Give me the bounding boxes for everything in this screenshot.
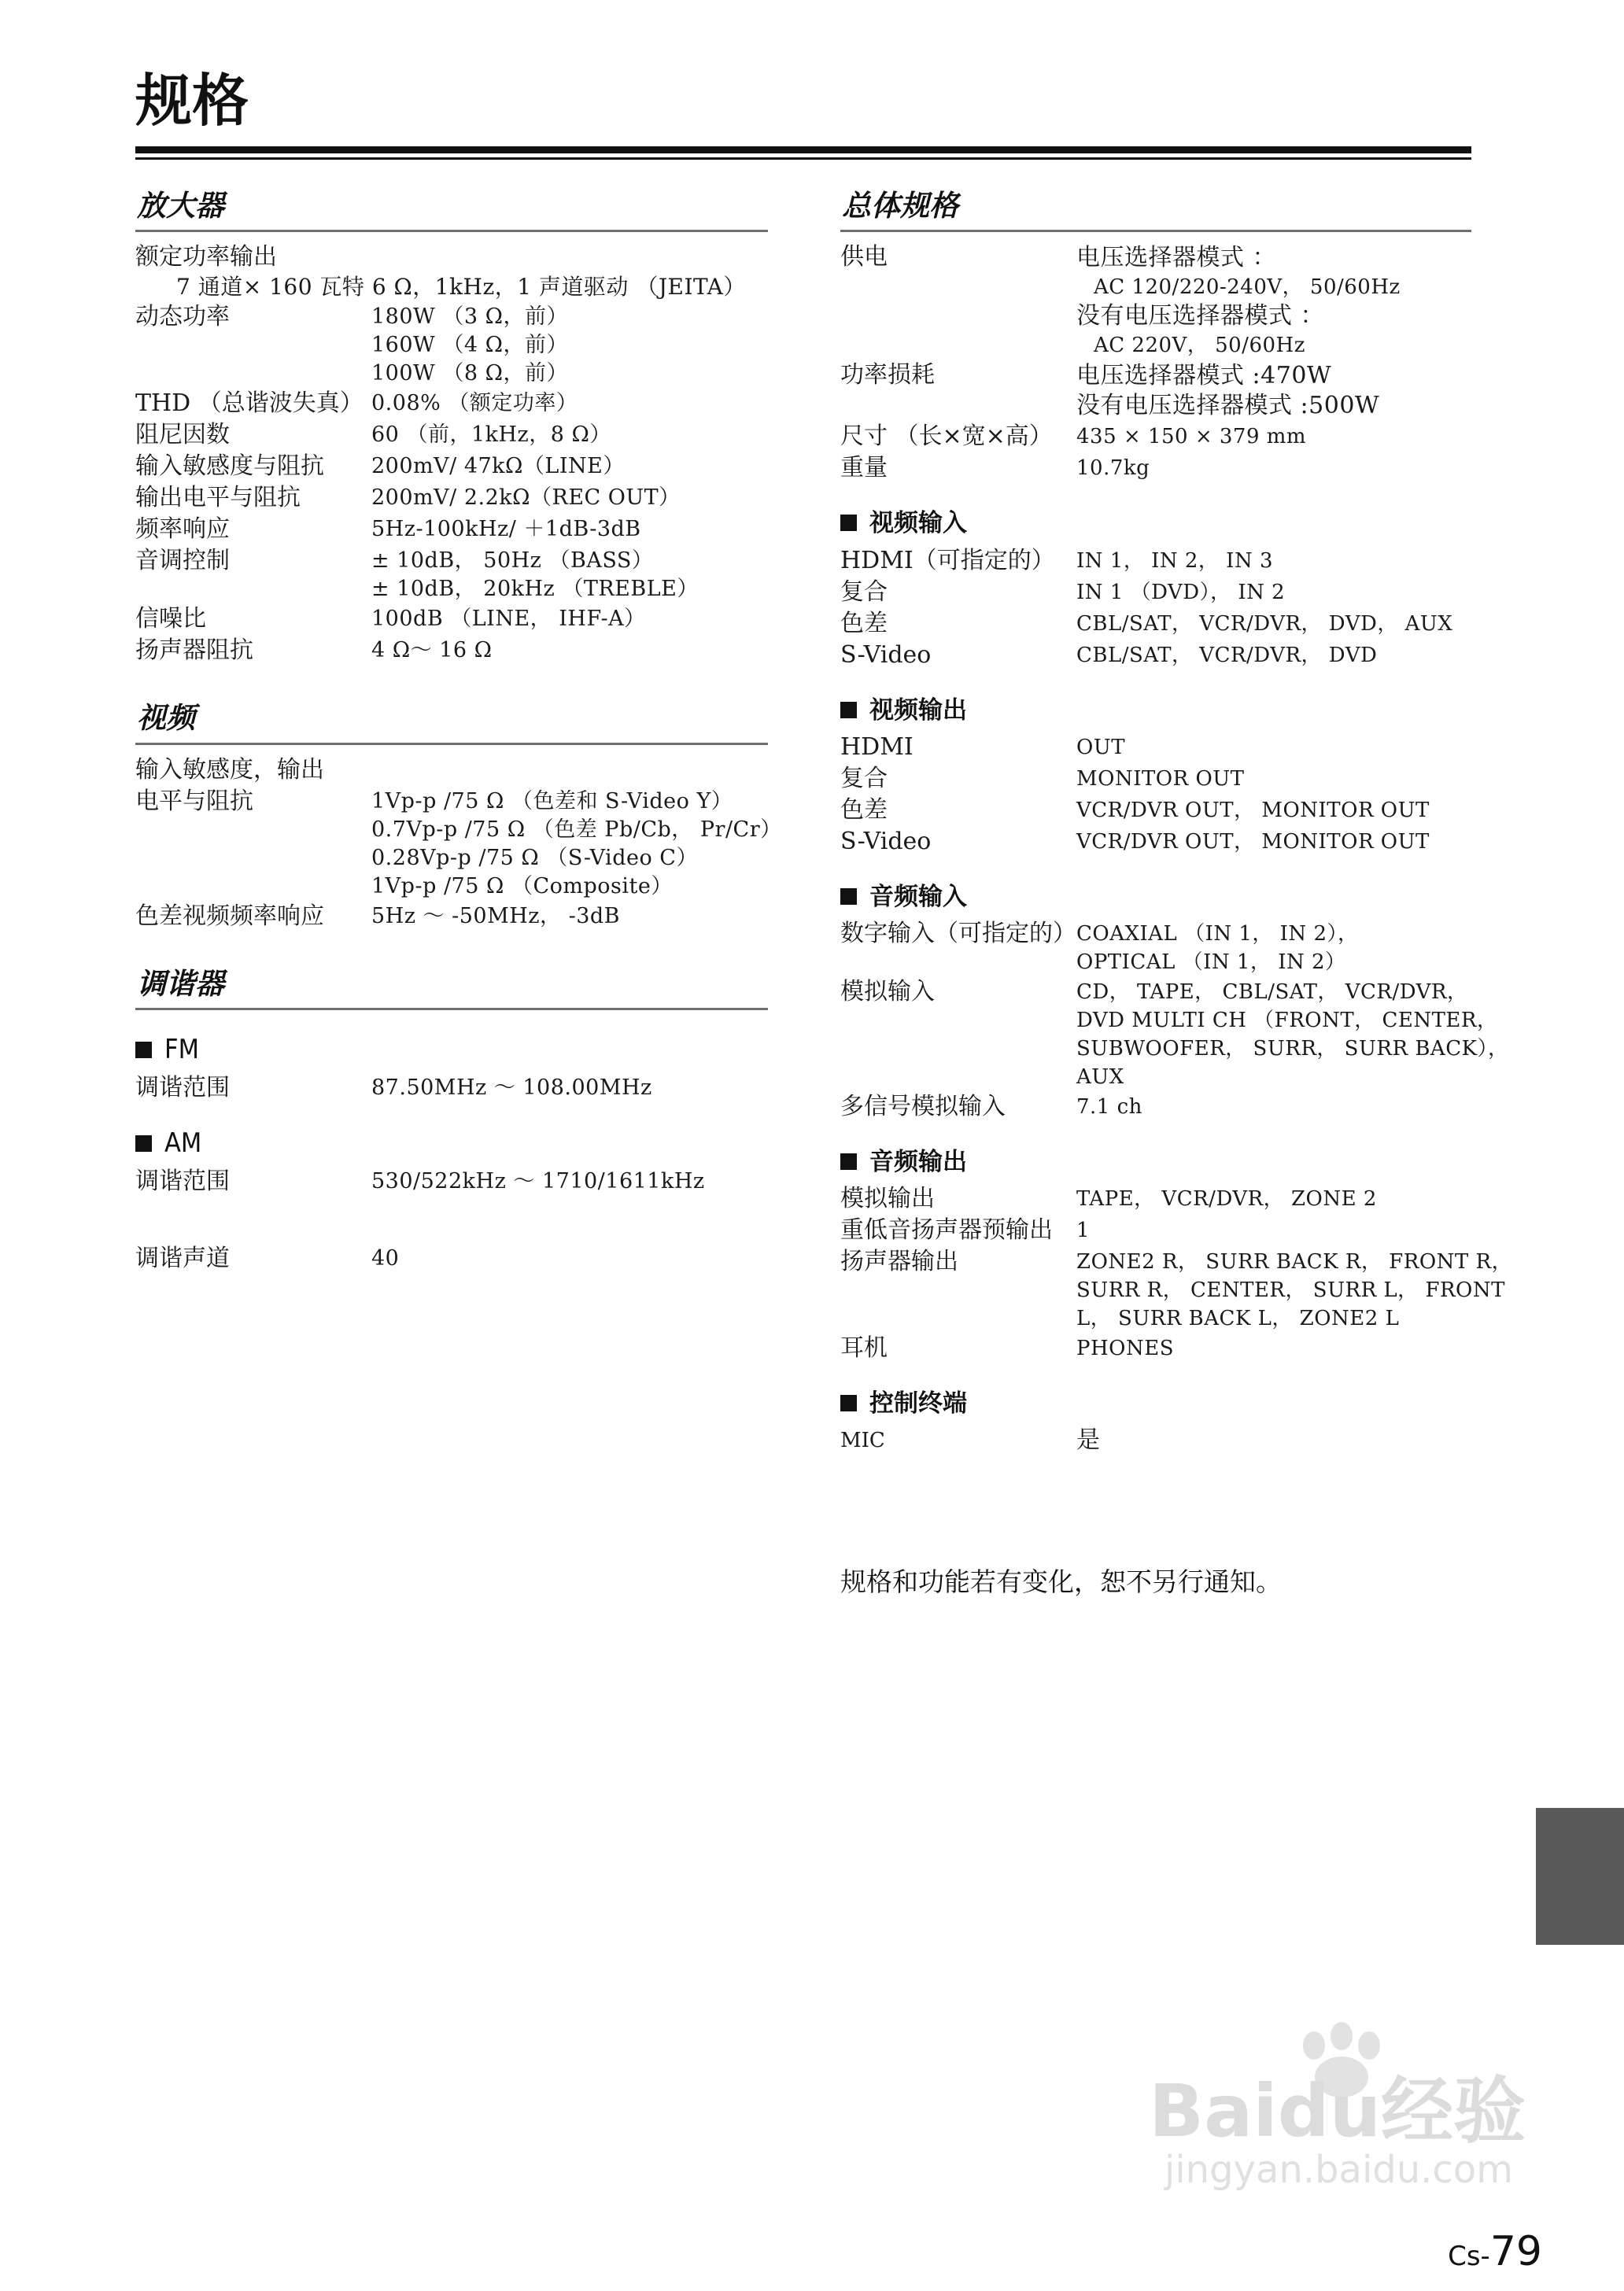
chapter-tab: [1536, 1808, 1624, 1945]
spec-value: 5Hz ～ -50MHz， -3dB: [371, 903, 621, 928]
title-rule-thin: [135, 157, 1471, 160]
spec-row: [135, 545, 768, 603]
spec-label: 尺寸 （长×宽×高）: [840, 422, 1053, 451]
spec-value: VCR/DVR OUT， MONITOR OUT: [1076, 798, 1430, 822]
spec-value: ZONE2 R， SURR BACK R， FRONT R， SURR R， CENTER， SURR L， FRONT L， SURR BACK L， ZONE2 L: [1076, 1250, 1513, 1331]
spec-label: 重量: [840, 454, 888, 482]
spec-label: HDMI（可指定的）: [840, 546, 1055, 574]
spec-value: 1: [1076, 1219, 1091, 1243]
tuner-section-title: 调谐器: [135, 967, 768, 1010]
spec-row: [135, 1166, 768, 1197]
page-title: 规格: [135, 68, 249, 134]
spec-label: 模拟输入: [840, 977, 935, 1005]
spec-label: 输出电平与阻抗: [135, 484, 301, 512]
bullet-square-icon: [840, 515, 857, 531]
spec-label: 模拟输出: [840, 1185, 935, 1213]
fm-heading: FM: [135, 1034, 768, 1066]
spec-label: 复合: [840, 764, 888, 792]
bullet-square-icon: [840, 1153, 857, 1170]
left-column: [135, 189, 782, 1275]
spec-row: [840, 918, 1471, 976]
spec-row: [840, 1215, 1471, 1246]
spec-row: [840, 242, 1471, 360]
rated-power-label: 额定功率输出: [135, 243, 277, 271]
spec-value: OUT: [1076, 735, 1126, 759]
spec-row: [135, 786, 782, 901]
spec-label: 调谐范围: [135, 1167, 230, 1195]
spec-label: 扬声器输出: [840, 1248, 958, 1276]
spec-value: 60 （前，1kHz，8 Ω）: [371, 422, 611, 448]
spec-row: [135, 1243, 768, 1275]
spec-value: CBL/SAT， VCR/DVR， DVD: [1076, 643, 1378, 667]
spec-value: 200mV/ 2.2kΩ（REC OUT）: [371, 485, 681, 511]
spec-row: [135, 419, 768, 451]
spec-label: 多信号模拟输入: [840, 1092, 1006, 1120]
spec-label: 色差: [840, 795, 888, 824]
spec-row: [135, 1072, 768, 1104]
spec-label: 色差视频频率响应: [135, 902, 324, 930]
spec-row: [840, 826, 1471, 858]
spec-label: 输入敏感度与阻抗: [135, 452, 324, 481]
spec-row: [840, 732, 1471, 763]
spec-label: 重低音扬声器预输出: [840, 1216, 1053, 1245]
spec-value: 200mV/ 47kΩ（LINE）: [371, 454, 625, 479]
spec-value: 电压选择器模式 ： AC 120/220-240V， 50/60Hz 没有电压选择器模式 ： AC 220V， 50/60Hz: [1076, 244, 1401, 358]
spec-value: 180W （3 Ω，前） 160W （4 Ω，前） 100W （8 Ω，前）: [371, 304, 569, 386]
spec-row: [840, 545, 1471, 577]
spec-row: [840, 577, 1471, 608]
spec-row: [840, 1333, 1471, 1364]
spec-row: [840, 976, 1509, 1091]
video-input-heading: 视频输入: [840, 509, 1471, 538]
spec-label: S-Video: [840, 640, 932, 669]
spec-row: [840, 1091, 1471, 1123]
spec-value: 1Vp-p /75 Ω （色差和 S-Video Y） 0.7Vp-p /75 Ω （色差 Pb/Cb， Pr/Cr） 0.28Vp-p /75 Ω （S-Video C） 1Vp-p /75 Ω （Composite）: [371, 788, 782, 898]
spec-value: 5Hz-100kHz/ ＋1dB-3dB: [371, 517, 641, 542]
spec-row: [840, 1425, 1471, 1456]
spec-row: [840, 763, 1471, 795]
general-section-title: 总体规格: [840, 189, 1471, 232]
spec-row: [135, 482, 768, 514]
spec-value: 电压选择器模式 :470W 没有电压选择器模式 :500W: [1076, 362, 1380, 420]
video-label-line1: 输入敏感度，输出: [135, 755, 324, 784]
bullet-square-icon: [840, 1395, 857, 1411]
spec-value: 100dB （LINE， IHF-A）: [371, 607, 646, 632]
spec-label: 调谐范围: [135, 1073, 230, 1101]
spec-label: 功率损耗: [840, 361, 935, 389]
spec-label: 供电: [840, 243, 888, 271]
spec-label: 色差: [840, 609, 888, 637]
spec-value: MONITOR OUT: [1076, 766, 1245, 791]
spec-value: 是: [1076, 1426, 1101, 1455]
spec-value: IN 1 （DVD）， IN 2: [1076, 580, 1286, 604]
bullet-square-icon: [135, 1042, 152, 1058]
page-number-value: 79: [1489, 2228, 1542, 2275]
spec-value: PHONES: [1076, 1337, 1175, 1361]
spec-label: 扬声器阻抗: [135, 636, 253, 665]
video-section-title: 视频: [135, 701, 768, 744]
spec-label: 电平与阻抗: [135, 787, 253, 815]
spec-value: COAXIAL （IN 1， IN 2）， OPTICAL （IN 1， IN 2）: [1076, 921, 1359, 974]
spec-label: 动态功率: [135, 303, 230, 331]
spec-row: [840, 1246, 1513, 1333]
spec-row: [840, 608, 1471, 640]
spec-row: [135, 451, 768, 482]
watermark-brand: Baidu经验: [1149, 2069, 1526, 2153]
spec-label: 阻尼因数: [135, 421, 230, 449]
spec-value: IN 1， IN 2， IN 3: [1076, 548, 1274, 573]
watermark-url: jingyan.baidu.com: [1164, 2148, 1513, 2192]
spec-row: [135, 514, 768, 545]
spec-label: 频率响应: [135, 515, 230, 544]
spec-value: 40: [371, 1245, 400, 1271]
spec-label: 音调控制: [135, 547, 230, 575]
spec-label: 复合: [840, 577, 888, 606]
spec-label: 数字输入（可指定的）: [840, 919, 1076, 947]
audio-output-heading: 音频输出: [840, 1148, 1471, 1177]
spec-value: CBL/SAT， VCR/DVR， DVD， AUX: [1076, 611, 1453, 636]
baidu-watermark: [1149, 2022, 1542, 2192]
video-output-heading: 视频输出: [840, 696, 1471, 725]
amplifier-section-title: 放大器: [135, 189, 768, 232]
right-column: [840, 189, 1513, 1456]
spec-row: [840, 1183, 1471, 1215]
spec-value: TAPE， VCR/DVR， ZONE 2: [1076, 1187, 1377, 1212]
spec-label: THD （总谐波失真）: [135, 389, 364, 418]
am-heading: AM: [135, 1127, 768, 1160]
spec-row: [840, 640, 1471, 671]
spec-label: 耳机: [840, 1334, 888, 1363]
spec-row: [135, 388, 768, 419]
bullet-square-icon: [840, 888, 857, 905]
spec-row: [840, 452, 1471, 484]
spec-label: HDMI: [840, 732, 914, 761]
rated-power-value: 7 通道× 160 瓦特 6 Ω，1kHz，1 声道驱动 （JEITA）: [176, 274, 746, 301]
spec-value: CD， TAPE， CBL/SAT， VCR/DVR， DVD MULTI CH （FRONT， CENTER， SUBWOOFER， SURR， SURR BACK）， AUX: [1076, 979, 1509, 1089]
spec-row: [135, 635, 768, 666]
spec-value: 530/522kHz ～ 1710/1611kHz: [371, 1168, 705, 1193]
spec-value: 7.1 ch: [1076, 1094, 1142, 1119]
spec-value: ± 10dB， 50Hz （BASS） ± 10dB， 20kHz （TREBLE）: [371, 548, 699, 602]
spec-label: S-Video: [840, 827, 932, 855]
spec-change-notice: 规格和功能若有变化，恕不另行通知。: [840, 1566, 1282, 1597]
title-rule-thick: [135, 146, 1471, 153]
spec-value: 0.08% （额定功率）: [371, 391, 578, 416]
spec-value: 10.7kg: [1076, 456, 1150, 481]
spec-value: VCR/DVR OUT， MONITOR OUT: [1076, 829, 1430, 854]
audio-input-heading: 音频输入: [840, 883, 1471, 912]
spec-label: MIC: [840, 1429, 885, 1453]
spec-label: 信噪比: [135, 605, 206, 633]
spec-row: [135, 901, 768, 932]
spec-row: [135, 603, 768, 635]
spec-value: 435 × 150 × 379 mm: [1076, 425, 1307, 449]
spec-row: [840, 421, 1471, 452]
spec-value: 4 Ω～ 16 Ω: [371, 638, 493, 663]
spec-value: 87.50MHz ～ 108.00MHz: [371, 1075, 652, 1100]
control-heading: 控制终端: [840, 1389, 1471, 1419]
spec-row: [840, 360, 1471, 421]
spec-row: [135, 301, 768, 388]
spec-row: [840, 795, 1471, 826]
bullet-square-icon: [135, 1135, 152, 1152]
page-prefix: Cs-: [1448, 2241, 1490, 2272]
page-number: [1448, 2228, 1542, 2275]
spec-label: 调谐声道: [135, 1244, 230, 1272]
bullet-square-icon: [840, 702, 857, 718]
